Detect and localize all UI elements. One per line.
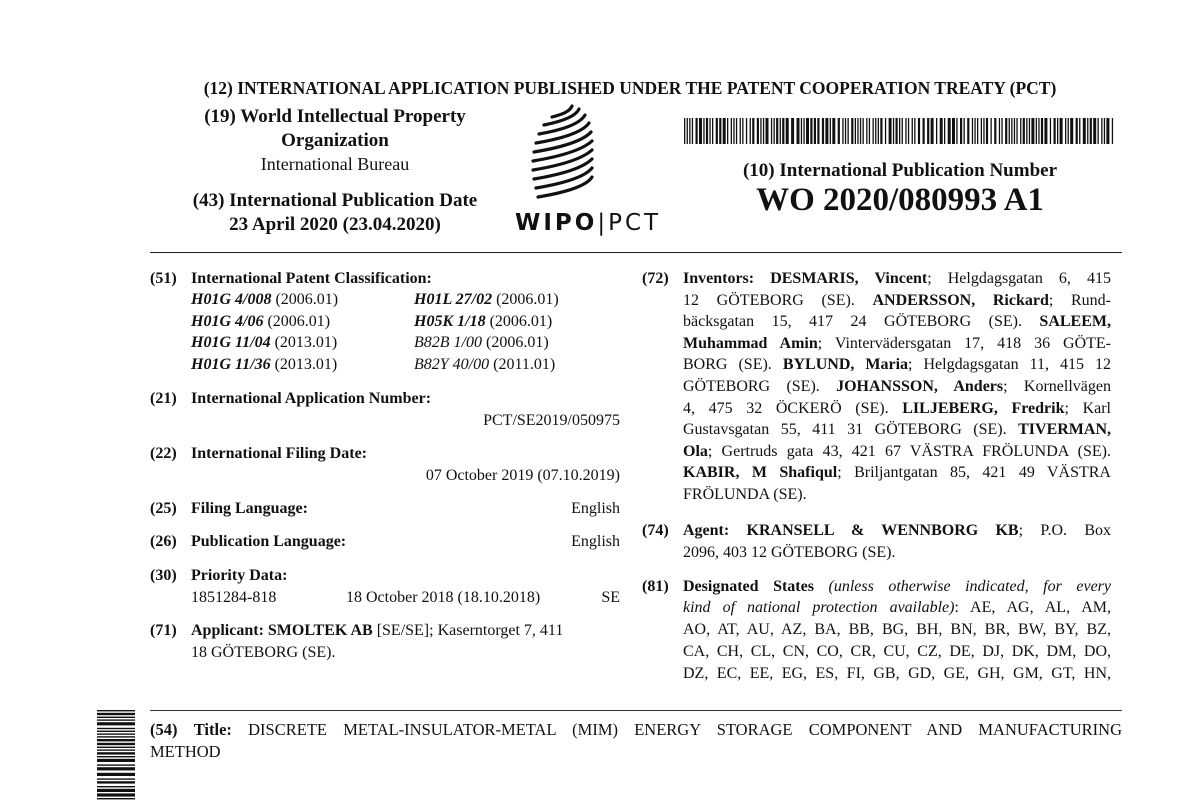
filing-date: 07 October 2019 (07.10.2019)	[425, 467, 620, 484]
inventor-address: BORG (SE).	[683, 356, 783, 374]
ipc-row: H05K 1/18 (2006.01)	[414, 313, 553, 330]
inventor-name: SALEEM,	[1039, 313, 1111, 331]
barcode-icon	[684, 118, 1116, 144]
inventor-address: ; Gertruds gata 43, 421 67 VÄSTRA FRÖLUNDA (SE).	[707, 442, 1111, 460]
field-51-number: (51)	[150, 270, 177, 287]
inventor-line	[683, 441, 1111, 463]
ipc-row: H01G 4/008 (2006.01)	[191, 291, 339, 308]
field-72-number: (72)	[642, 270, 669, 287]
inventor-address: ; Kornellvägen	[1003, 377, 1111, 395]
applicant-line2: 18 GÖTEBORG (SE).	[191, 644, 336, 661]
inventor-name: KABIR, M Shafiqul	[683, 464, 838, 482]
field-21-label: International Application Number:	[191, 390, 432, 407]
inventor-line	[683, 333, 1111, 355]
publication-language: English	[571, 533, 620, 550]
inventors-block	[683, 268, 1111, 506]
ipc-row: B82Y 40/00 (2011.01)	[414, 356, 556, 373]
wordmark-wipo: WIPO	[515, 210, 598, 236]
inventor-address: ; Briljantgatan 85, 421 49 VÄSTRA	[837, 464, 1111, 482]
ipc-row: H01L 27/02 (2006.01)	[414, 291, 559, 308]
agent-line2: 2096, 403 12 GÖTEBORG (SE).	[683, 544, 896, 561]
ipc-row: H01G 4/06 (2006.01)	[191, 313, 331, 330]
inventor-name: LILJEBERG, Fredrik	[902, 399, 1065, 417]
inventor-address: ; Karl	[1064, 399, 1112, 417]
inventor-address: 12 GÖTEBORG (SE).	[683, 291, 873, 309]
inventor-line	[683, 398, 1111, 420]
wordmark-separator: |	[597, 210, 609, 236]
wordmark-pct: PCT	[608, 210, 662, 236]
field-25-number: (25)	[150, 500, 177, 517]
designated-states-line2: kind of national protection available): AE, AG, AL, AM,	[683, 599, 1111, 616]
publication-number-value: WO 2020/080993 A1	[756, 182, 1044, 218]
office-name-line2: Organization	[281, 130, 389, 151]
inventor-name: Muhammad Amin	[683, 334, 818, 352]
inventor-line	[683, 484, 1111, 506]
inventor-address: ; Vintervädersgatan 17, 418 36 GÖTE-	[817, 334, 1112, 352]
inventor-address: GÖTEBORG (SE).	[683, 377, 837, 395]
document-type-banner: (12) INTERNATIONAL APPLICATION PUBLISHED UNDER THE PATENT COOPERATION TREATY (PCT)	[203, 78, 1057, 98]
ipc-row: H01G 11/36 (2013.01)	[191, 356, 338, 373]
field-51-label: International Patent Classification:	[191, 270, 432, 287]
field-25-label: Filing Language:	[191, 500, 308, 517]
field-30-number: (30)	[150, 567, 177, 584]
ipc-row: H01G 11/04 (2013.01)	[191, 334, 338, 351]
inventor-line	[683, 419, 1111, 441]
inventor-name: ANDERSSON, Rickard	[872, 291, 1049, 309]
inventor-address: ; Helgdagsgatan 11, 415 12	[908, 356, 1112, 374]
office-bureau: International Bureau	[260, 154, 410, 174]
designated-states-line: CA, CH, CL, CN, CO, CR, CU, CZ, DE, DJ, DK, DM, DO,	[683, 643, 1111, 660]
inventors-label: Inventors:	[683, 270, 755, 287]
application-number: PCT/SE2019/050975	[483, 412, 620, 429]
inventor-line	[683, 376, 1111, 398]
wipo-pct-wordmark	[515, 210, 661, 236]
publication-date-value: 23 April 2020 (23.04.2020)	[229, 214, 441, 235]
designated-states-line: DZ, EC, EE, EG, ES, FI, GB, GD, GE, GH, GM, GT, HN,	[683, 665, 1111, 682]
wipo-globe-logo-icon	[520, 103, 600, 209]
inventor-address: ; Helgdagsgatan 6, 415	[927, 270, 1111, 287]
priority-country: SE	[601, 589, 620, 606]
filing-language: English	[571, 500, 620, 517]
inventor-address: bäcksgatan 15, 417 24 GÖTEBORG (SE).	[683, 313, 1040, 331]
priority-date: 18 October 2018 (18.10.2018)	[346, 589, 541, 606]
inventor-name: JOHANSSON, Anders	[836, 377, 1004, 395]
applicant-line1: Applicant: SMOLTEK AB [SE/SE]; Kaserntorget 7, 411	[191, 622, 564, 639]
title-divider	[150, 710, 1122, 711]
publication-date-label: (43) International Publication Date	[192, 190, 478, 211]
field-26-label: Publication Language:	[191, 533, 347, 550]
publication-number-label: (10) International Publication Number	[742, 160, 1058, 181]
inventor-name: DESMARIS, Vincent	[754, 270, 928, 287]
agent-line1: Agent: KRANSELL & WENNBORG KB; P.O. Box	[683, 522, 1111, 539]
inventor-line	[683, 290, 1111, 312]
priority-application-number: 1851284-818	[191, 589, 277, 606]
field-71-number: (71)	[150, 622, 177, 639]
field-74-number: (74)	[642, 522, 669, 539]
inventor-name: Ola	[683, 442, 708, 460]
ipc-row: B82B 1/00 (2006.01)	[414, 334, 549, 351]
inventor-name: TIVERMAN,	[1018, 421, 1111, 439]
field-21-number: (21)	[150, 390, 177, 407]
inventor-address: ; Rund-	[1048, 291, 1112, 309]
inventor-line	[683, 462, 1111, 484]
inventor-address: Gustavsgatan 55, 411 31 GÖTEBORG (SE).	[683, 421, 1019, 439]
field-22-number: (22)	[150, 445, 177, 462]
field-26-number: (26)	[150, 533, 177, 550]
field-22-label: International Filing Date:	[191, 445, 367, 462]
title-line2: METHOD	[150, 742, 221, 761]
designated-states-line: AO, AT, AU, AZ, BA, BB, BG, BH, BN, BR, BW, BY, BZ,	[683, 621, 1111, 638]
inventor-name: BYLUND, Maria	[782, 356, 909, 374]
inventor-address: FRÖLUNDA (SE).	[683, 485, 807, 503]
field-30-label: Priority Data:	[191, 567, 288, 584]
inventor-line	[683, 268, 1111, 290]
title-line1: (54) Title: DISCRETE METAL-INSULATOR-METAL (MIM) ENERGY STORAGE COMPONENT AND MANUFACTURING	[150, 720, 1122, 739]
inventor-line	[683, 354, 1111, 376]
designated-states-line1: Designated States (unless otherwise indicated, for every	[683, 578, 1112, 595]
field-81-number: (81)	[642, 578, 669, 595]
vertical-barcode-icon	[97, 710, 135, 800]
header-divider	[150, 252, 1122, 253]
office-name-line1: (19) World Intellectual Property	[204, 106, 466, 127]
inventor-address: 4, 475 32 ÖCKERÖ (SE).	[683, 399, 903, 417]
inventor-line	[683, 311, 1111, 333]
